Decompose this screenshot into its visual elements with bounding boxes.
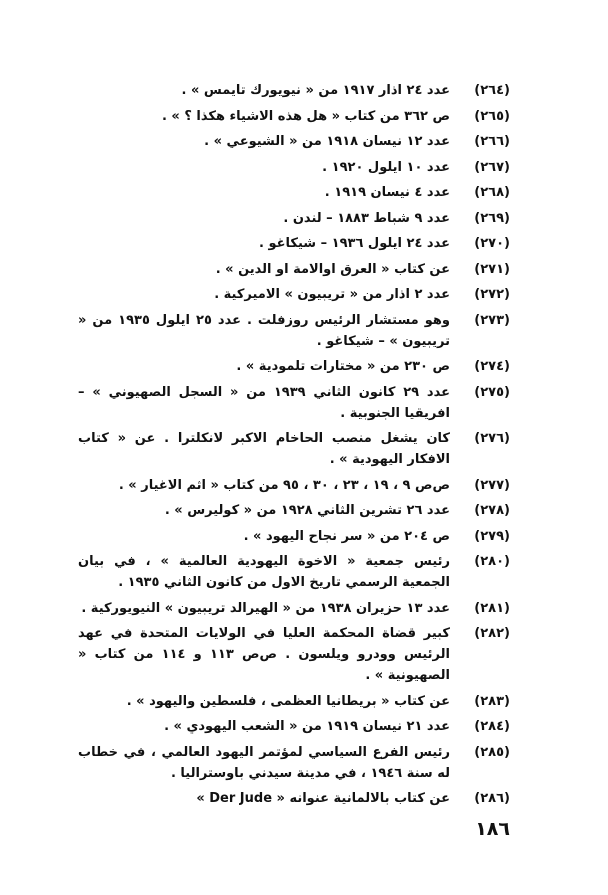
footnote-number: (٢٨٠) xyxy=(474,554,510,569)
footnote-item xyxy=(78,259,510,280)
footnote-number: (٢٧٠) xyxy=(474,236,510,251)
footnote-item xyxy=(78,131,510,152)
footnote-text: عدد ١٣ حزيران ١٩٣٨ من « الهيرالد تريبيون » النيويوركية . xyxy=(81,600,450,616)
footnote-number: (٢٨٤) xyxy=(474,719,510,734)
footnote-number: (٢٨٦) xyxy=(474,791,510,806)
footnote-text: ص ٢٣٠ من « مختارات تلمودية » . xyxy=(236,359,450,374)
footnote-item xyxy=(78,182,510,203)
footnote-item xyxy=(78,310,510,352)
footnote-text: رئيس الفرع السياسي لمؤتمر اليهود العالمي ، في خطاب له سنة ١٩٤٦ ، في مدينة سيدني باوستراليا . xyxy=(78,744,450,781)
footnote-number: (٢٧٧) xyxy=(474,477,510,493)
footnote-number: (٢٧٦) xyxy=(474,431,510,446)
footnote-item xyxy=(78,551,510,593)
footnote-number: (٢٦٤) xyxy=(474,83,510,98)
footnote-text: عن كتاب بالالمانية عنوانه « Der Jude » xyxy=(196,791,450,806)
footnote-item xyxy=(78,788,510,809)
footnote-number: (٢٨٥) xyxy=(474,744,510,760)
footnote-item xyxy=(78,106,510,127)
footnote-text: وهو مستشار الرئيس روزفلت . عدد ٢٥ ايلول ١٩٣٥ من « تريبيون » – شيكاغو . xyxy=(78,312,450,349)
footnote-text: عدد ٩ شباط ١٨٨٣ – لندن . xyxy=(283,210,450,226)
footnote-number: (٢٧٨) xyxy=(474,503,510,518)
footnote-item xyxy=(78,157,510,178)
footnote-item xyxy=(78,475,510,496)
footnote-item xyxy=(78,208,510,229)
footnote-text: عدد ١٢ نيسان ١٩١٨ من « الشيوعي » . xyxy=(204,134,450,149)
footnote-number: (٢٧٤) xyxy=(474,359,510,374)
footnote-text: عدد ٢١ نيسان ١٩١٩ من « الشعب اليهودي » . xyxy=(164,719,450,734)
footnote-item xyxy=(78,233,510,254)
footnote-item xyxy=(78,80,510,101)
footnote-item xyxy=(78,382,510,424)
footnote-number: (٢٦٩) xyxy=(474,210,510,226)
footnote-item xyxy=(78,742,510,784)
footnote-item xyxy=(78,691,510,712)
footnote-text: عدد ١٠ ايلول ١٩٢٠ . xyxy=(322,159,450,175)
footnote-text: عدد ٤ نيسان ١٩١٩ . xyxy=(324,185,450,200)
footnote-number: (٢٧٥) xyxy=(474,384,510,400)
footnote-number: (٢٧٩) xyxy=(474,528,510,544)
footnote-text: ص ٣٦٢ من كتاب « هل هذه الاشياء هكذا ؟ » . xyxy=(161,108,450,124)
footnote-text: ص‌ص ٩ ، ١٩ ، ٢٣ ، ٣٠ ، ٩٥ من كتاب « اثم الاغيار » . xyxy=(118,477,450,493)
footnote-text: ص ٢٠٤ من « سر نجاح اليهود » . xyxy=(243,528,450,544)
footnote-text: عن كتاب « العرق اوالامة او الدين » . xyxy=(215,261,450,277)
footnote-item xyxy=(78,284,510,305)
footnotes-list xyxy=(78,80,510,814)
footnote-number: (٢٧١) xyxy=(474,261,510,277)
footnote-number: (٢٦٨) xyxy=(474,185,510,200)
footnote-number: (٢٨١) xyxy=(474,600,510,616)
footnote-number: (٢٦٧) xyxy=(474,159,510,175)
footnote-text: عدد ٢٦ تشرين الثاني ١٩٢٨ من « كوليرس » . xyxy=(164,503,450,518)
footnote-text: رئيس جمعية « الاخوة اليهودية العالمية » ، في بيان الجمعية الرسمي تاريخ الاول من كانون الثاني ١٩٣٥ . xyxy=(78,554,450,590)
footnote-text: عدد ٢ اذار من « تريبيون » الاميركية . xyxy=(214,287,450,302)
footnote-number: (٢٨٢) xyxy=(474,626,510,641)
footnote-item xyxy=(78,526,510,547)
footnote-number: (٢٨٣) xyxy=(474,693,510,709)
footnote-text: عن كتاب « بريطانيا العظمى ، فلسطين واليهود » . xyxy=(126,693,450,709)
footnote-text: كان يشغل منصب الحاخام الاكبر لانكلترا . عن « كتاب الافكار اليهودية » . xyxy=(78,431,450,467)
footnote-text: عدد ٢٤ ايلول ١٩٣٦ – شيكاغو . xyxy=(259,236,450,251)
footnote-item xyxy=(78,716,510,737)
footnote-number: (٢٧٢) xyxy=(474,287,510,302)
footnote-item xyxy=(78,428,510,470)
page-number: ١٨٦ xyxy=(475,818,510,840)
footnote-number: (٢٦٥) xyxy=(474,108,510,124)
footnote-number: (٢٦٦) xyxy=(474,134,510,149)
footnote-item xyxy=(78,500,510,521)
footnote-text: كبير قضاة المحكمة العليا في الولايات المتحدة في عهد الرئيس وودرو ويلسون . ص‌ص ١١٣ و ١١٤ من كتاب « الصهيونية » . xyxy=(78,626,450,683)
footnote-item xyxy=(78,623,510,686)
footnote-number: (٢٧٣) xyxy=(474,312,510,328)
footnote-item xyxy=(78,598,510,619)
footnote-text: عدد ٢٤ اذار ١٩١٧ من « نيويورك تايمس » . xyxy=(181,83,450,98)
footnote-text: عدد ٢٩ كانون الثاني ١٩٣٩ من « السجل الصهيوني » – افريقيا الجنوبية . xyxy=(78,384,450,421)
footnote-item xyxy=(78,356,510,377)
